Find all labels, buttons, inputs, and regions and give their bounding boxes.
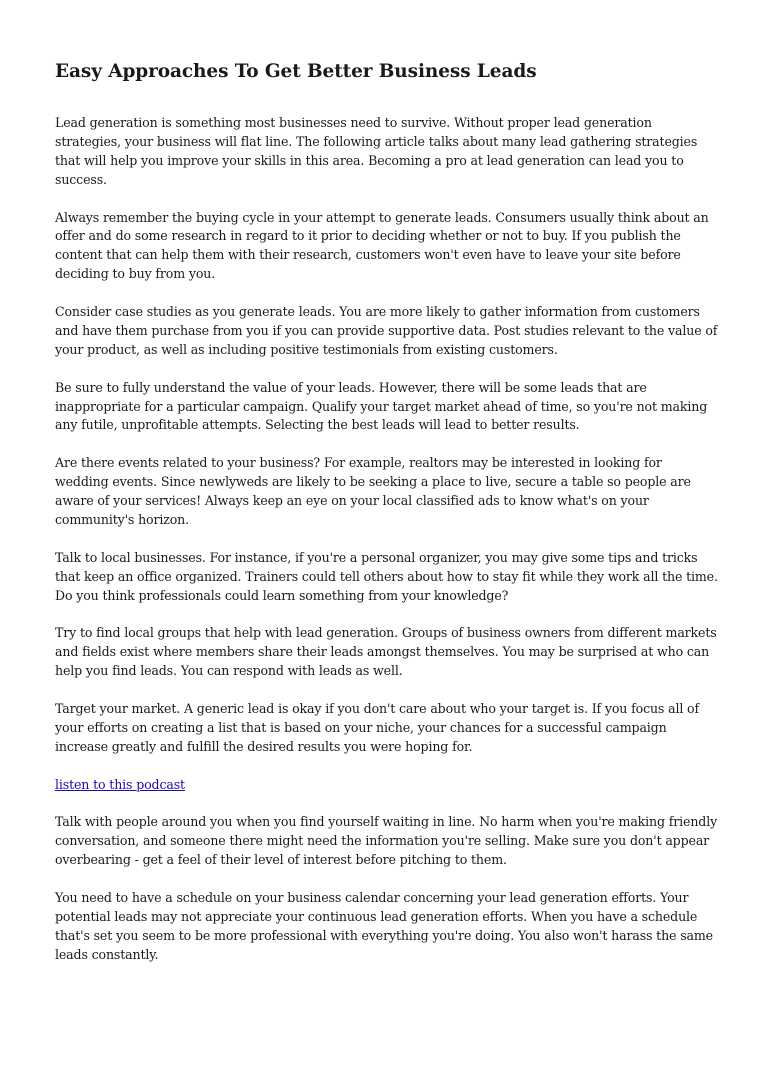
- paragraph-7: Try to find local groups that help with lead generation. Groups of business owners from different markets and fields exist where members share their leads amongst themselves. You may be surprised at who can help you find leads. You can respond with leads as well.: [55, 625, 717, 679]
- paragraph-1: Lead generation is something most businesses need to survive. Without proper lead generation strategies, your business will flat line. The following article talks about many lead gathering strategies that will help you improve your skills in this area. Becoming a pro at lead generation can lead you to success.: [55, 115, 698, 187]
- paragraph-2: Always remember the buying cycle in your attempt to generate leads. Consumers usually think about an offer and do some research in regard to it prior to deciding whether or not to buy. If you publish the content that can help them with their research, customers won't even have to leave your site before deciding to buy from you.: [55, 209, 709, 282]
- paragraph-10: You need to have a schedule on your business calendar concerning your lead generation efforts. Your potential leads may not appreciate your continuous lead generation efforts. When you have a schedule that's set you seem to be more professional with everything you're doing. You also won't harass the same leads constantly.: [55, 890, 713, 962]
- document-title: Easy Approaches To Get Better Business Leads: [55, 61, 537, 82]
- paragraph-9: Talk with people around you when you find yourself waiting in line. No harm when you're making friendly conversation, and someone there might need the information you're selling. Make sure you don't appear overbearing - get a feel of their level of interest before pitching to them.: [55, 814, 718, 868]
- podcast-link[interactable]: listen to this podcast: [55, 776, 185, 792]
- paragraph-4: Be sure to fully understand the value of your leads. However, there will be some leads that are inappropriate for a particular campaign. Qualify your target market ahead of time, so you're not making any futile, unprofitable attempts. Selecting the best leads will lead to better results.: [55, 379, 708, 433]
- paragraph-6: Talk to local businesses. For instance, if you're a personal organizer, you may give some tips and tricks that keep an office organized. Trainers could tell others about how to stay fit while they work all the time. Do you think professionals could learn something from your knowledge?: [55, 549, 718, 603]
- document-page: [55, 60, 719, 984]
- paragraph-8: Target your market. A generic lead is okay if you don't care about who your target is. If you focus all of your efforts on creating a list that is based on your niche, your chances for a successful campaign increase greatly and fulfill the desired results you were hoping for.: [55, 700, 700, 754]
- paragraph-5: Are there events related to your business? For example, realtors may be interested in looking for wedding events. Since newlyweds are likely to be seeking a place to live, secure a table so people are aware of your services! Always keep an eye on your local classified ads to know what's on your community's horizon.: [55, 455, 691, 527]
- paragraph-3: Consider case studies as you generate leads. You are more likely to gather information from customers and have them purchase from you if you can provide supportive data. Post studies relevant to the value of your product, as well as including positive testimonials from existing customers.: [55, 304, 718, 357]
- podcast-link-paragraph: [55, 776, 719, 795]
